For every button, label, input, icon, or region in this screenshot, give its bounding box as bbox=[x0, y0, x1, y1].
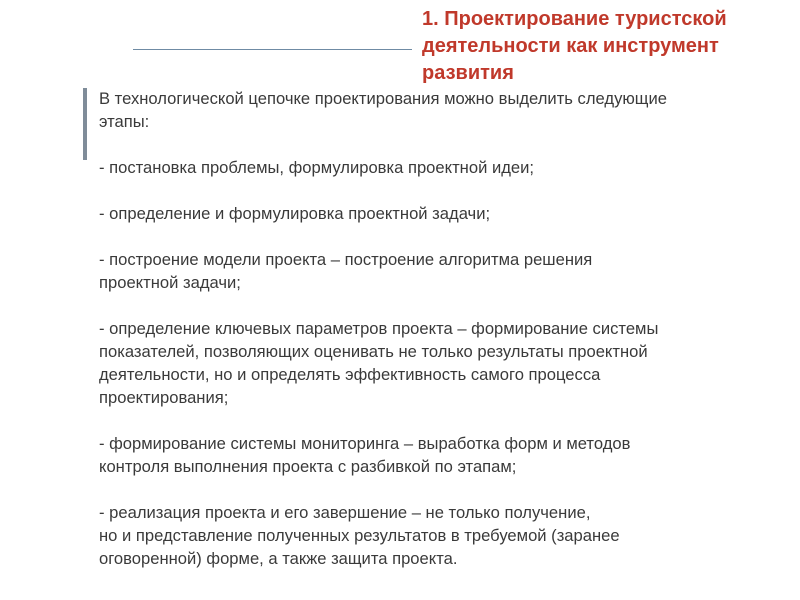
intro-paragraph bbox=[99, 87, 793, 133]
text-line: - постановка проблемы, формулировка проектной идеи; bbox=[99, 158, 535, 177]
stage-item bbox=[99, 202, 793, 225]
slide-title-line: деятельности как инструмент bbox=[422, 35, 719, 57]
text-line: проектной задачи; bbox=[99, 273, 241, 292]
slide-title-line: развития bbox=[422, 62, 514, 84]
text-line: контроля выполнения проекта с разбивкой по этапам; bbox=[99, 457, 517, 476]
text-line: - построение модели проекта – построение алгоритма решения bbox=[99, 250, 593, 269]
text-line: деятельности, но и определять эффективность самого процесса bbox=[99, 365, 601, 384]
text-line: оговоренной) форме, а также защита проекта. bbox=[99, 549, 458, 568]
stage-item bbox=[99, 317, 793, 409]
slide-title-line: 1. Проектирование туристской bbox=[422, 8, 727, 30]
stage-item bbox=[99, 432, 793, 478]
stage-item bbox=[99, 501, 793, 570]
text-line: - определение и формулировка проектной задачи; bbox=[99, 204, 491, 223]
text-line: показателей, позволяющих оценивать не только результаты проектной bbox=[99, 342, 648, 361]
text-line: но и представление полученных результатов в требуемой (заранее bbox=[99, 526, 620, 545]
slide-title bbox=[422, 6, 792, 87]
accent-side-bar bbox=[83, 88, 87, 160]
text-line: - реализация проекта и его завершение – не только получение, bbox=[99, 503, 591, 522]
title-divider-line bbox=[133, 49, 412, 50]
slide-body bbox=[99, 87, 793, 570]
stage-item bbox=[99, 248, 793, 294]
text-line: этапы: bbox=[99, 112, 150, 131]
text-line: - определение ключевых параметров проекта – формирование системы bbox=[99, 319, 659, 338]
stage-item bbox=[99, 156, 793, 179]
text-line: - формирование системы мониторинга – выработка форм и методов bbox=[99, 434, 631, 453]
text-line: В технологической цепочке проектирования можно выделить следующие bbox=[99, 89, 667, 108]
text-line: проектирования; bbox=[99, 388, 229, 407]
